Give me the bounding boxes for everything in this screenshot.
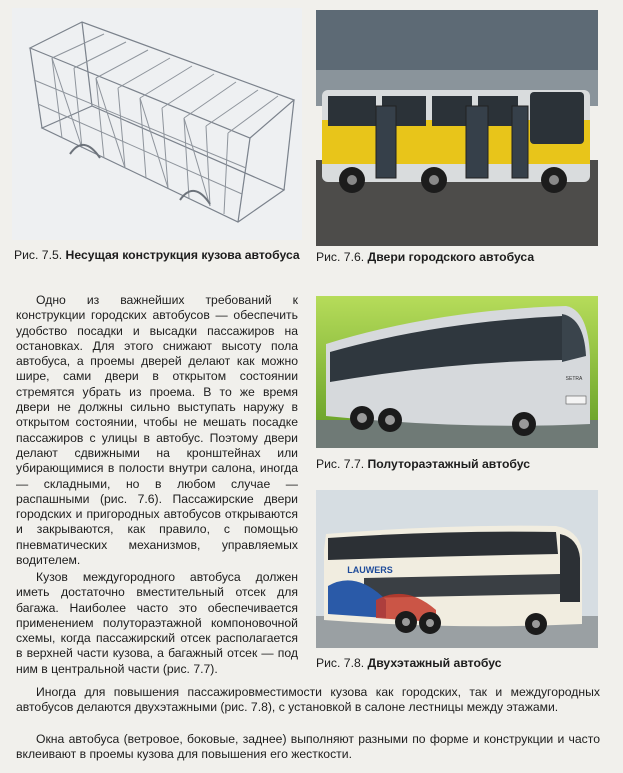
city-bus-photo-icon	[316, 10, 598, 246]
figure-caption-7-6	[316, 250, 606, 265]
caption-prefix: Рис. 7.8.	[316, 656, 365, 670]
coach-photo-icon	[316, 296, 598, 448]
caption-prefix: Рис. 7.7.	[316, 457, 365, 471]
figure-caption-7-8	[316, 656, 606, 671]
bus-frame-figure	[12, 8, 302, 240]
caption-title: Двухэтажный автобус	[367, 656, 502, 670]
bus-frame-illustration-icon	[12, 8, 302, 240]
paragraph-windows: Окна автобуса (ветровое, боковые, заднее) выполняют разными по форме и конструкции и часто вклеивают в проемы кузова для повышения его жесткости.	[16, 732, 600, 762]
city-bus-figure	[316, 10, 598, 246]
double-decker-brand: LAUWERS	[347, 565, 393, 575]
paragraph-double-deck: Иногда для повышения пассажировместимости кузова как городских, так и междугородных автобусов делаются двухэтажными (рис. 7.8), с установкой в салоне лестницы между этажами.	[16, 685, 600, 715]
caption-title: Несущая конструкция кузова автобуса	[65, 248, 300, 262]
coach-badge: SETRA	[565, 376, 583, 382]
double-decker-figure	[316, 490, 598, 648]
caption-prefix: Рис. 7.6.	[316, 250, 365, 264]
paragraph-city-bus-doors: Одно из важнейших требований к конструкции городских автобусов — обеспечить удобство посадки и высадки пассажиров на остановках. Для этого снижают высоту пола автобуса, а проемы дверей делают как можно шире, сами двери в открытом состоянии стремятся убрать из проема. В то же время двери не должны сильно выступать наружу в открытом состоянии, чтобы не мешать посадке пассажиров с улицы в автобус. Поэтому двери делают сдвижными на кронштейнах или убирающимися в полости внутри салона, иногда — складными, но в любом случае — распашными (рис. 7.6). Пассажирские двери городских и пригородных автобусов открываются и закрываются, как правило, с помощью пневматических механизмов, управляемых водителем.	[16, 293, 298, 568]
figure-caption-7-7	[316, 457, 606, 472]
caption-title: Двери городского автобуса	[367, 250, 535, 264]
coach-figure	[316, 296, 598, 448]
caption-title: Полутораэтажный автобус	[367, 457, 531, 471]
paragraph-intercity-luggage: Кузов междугородного автобуса должен иметь достаточно вместительный отсек для багажа. Наиболее часто это обеспечивается применением полутораэтажной компоновочной схемы, когда пассажирский отсек располагается в верхней части кузова, а багажный отсек — под ним в центральной части (рис. 7.7).	[16, 570, 298, 676]
caption-prefix: Рис. 7.5.	[14, 248, 63, 262]
double-decker-photo-icon	[316, 490, 598, 648]
figure-caption-7-5	[14, 248, 304, 263]
